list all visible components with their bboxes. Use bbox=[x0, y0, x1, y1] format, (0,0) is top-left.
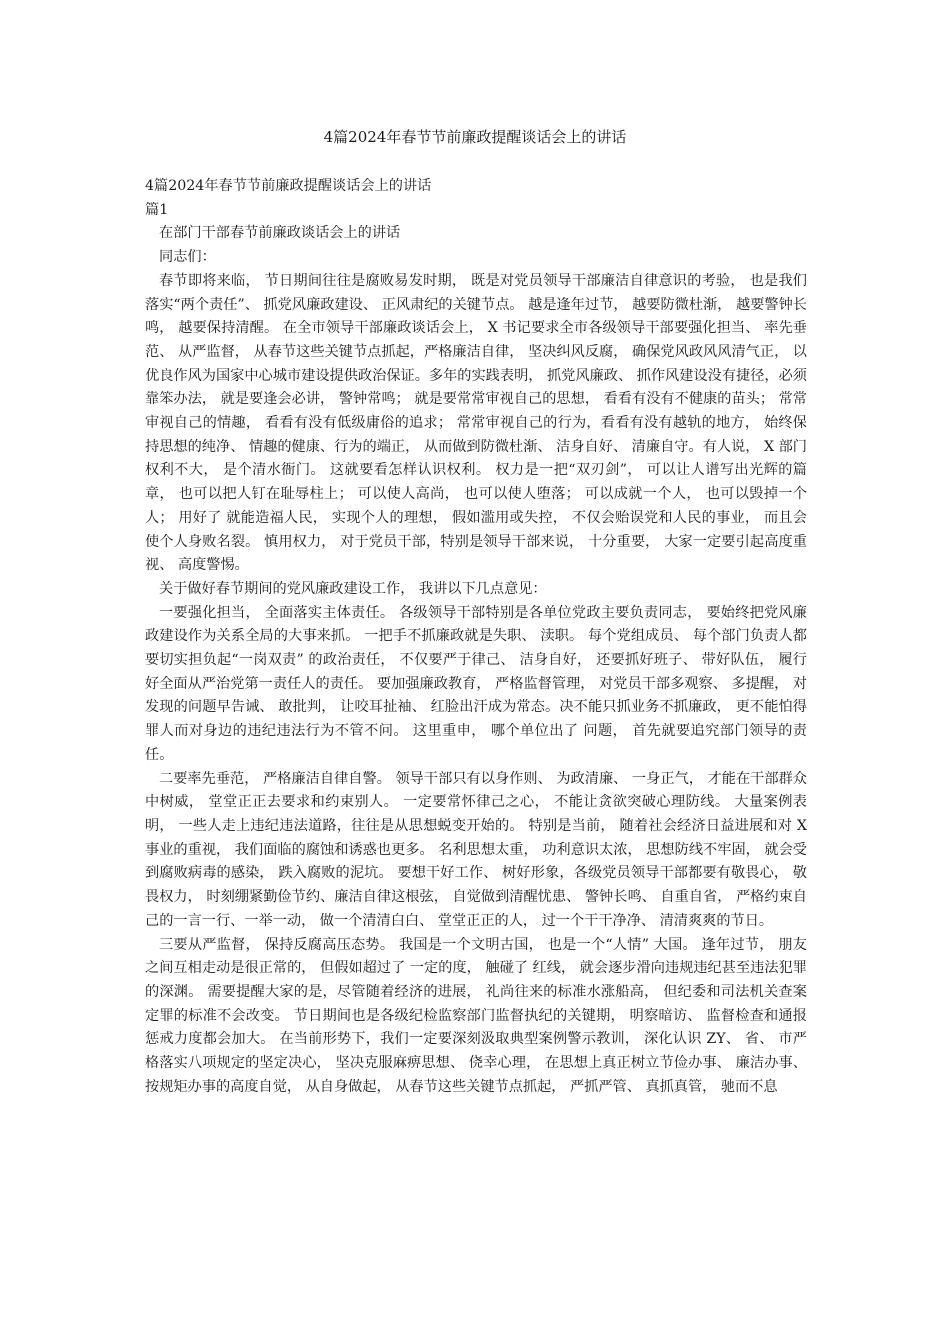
document-body bbox=[145, 175, 807, 1099]
paragraph-point-three: 三要从严监督， 保持反腐高压态势。 我国是一个文明古国， 也是一个“人情” 大国。 逢年过节， 朋友之间互相走动是很正常的， 但假如超过了 一定的度， 触碰了 红线， 就会逐步滑向违规违纪甚至违法犯罪的深渊。 需要提醒大家的是，尽管随着经济的进展， 礼尚往来的标准水涨船高， 但纪委和司法机关查案定罪的标准不会改变。 节日期间也是各级纪检监察部门监督执纪的关键期， 明察暗访、 监督检查和通报惩戒力度都会加大。 在当前形势下，我们一定要深刻汲取典型案例警示教训， 深化认识 ZY、 省、 市严格落实八项规定的坚定决心， 坚决克服麻痹思想、 侥幸心理， 在思想上真正树立节俭办事、 廉洁办事、 按规矩办事的高度自觉， 从自身做起， 从春节这些关键节点抓起， 严抓严管、 真抓真管， 驰而不息 bbox=[145, 936, 807, 1095]
paragraph-points-lead: 关于做好春节期间的党风廉政建设工作， 我讲以下几点意见： bbox=[159, 580, 547, 597]
paragraph-intro: 春节即将来临， 节日期间往往是腐败易发时期， 既是对党员领导干部廉洁自律意识的考验， 也是我们落实“两个责任”、 抓党风廉政建设、 正风肃纪的关键节点。 越是逢年过节， 越要防微杜渐， 越要警钟长鸣， 越要保持清醒。 在全市领导干部廉政谈话会上， X 书记要求全市各级领导干部要强化担当、 率先垂范、 从严监督， 从春节这些关键节点抓起，严格廉洁自律， 坚决纠风反腐， 确保党风政风风清气正， 以优良作风为国家中心城市建设提供政治保证。多年的实践表明， 抓党风廉政、 抓作风建设没有捷径，必须靠笨办法， 就是要逢会必讲， 警钟常鸣； 就是要常常审视自己的思想， 看看有没有不健康的苗头； 常常审视自己的情趣， 看看有没有低级庸俗的追求； 常常审视自己的行为，看看有没有越轨的地方， 始终保持思想的纯净、 情趣的健康、行为的端正， 从而做到防微杜渐、 洁身自好、 清廉自守。有人说， X 部门权利不大， 是个清水衙门。 这就要看怎样认识权利。 权力是一把“双刃剑”， 可以让人谱写出光辉的篇章， 也可以把人钉在耻辱柱上； 可以使人高尚， 也可以使人堕落； 可以成就一个人， 也可以毁掉一个人； 用好了 就能造福人民， 实现个人的理想， 假如滥用或失控， 不仅会贻误党和人民的事业， 而且会使个人身败名裂。 慎用权力， 对于党员干部，特别是领导干部来说， 十分重要， 大家一定要引起高度重视、 高度警惕。 bbox=[145, 272, 807, 574]
speech-heading: 在部门干部春节前廉政谈话会上的讲话 bbox=[159, 225, 401, 242]
paragraph-point-one: 一要强化担当， 全面落实主体责任。 各级领导干部特别是各单位党政主要负责同志， 要始终把党风廉政建设作为关系全局的大事来抓。 一把手不抓廉政就是失职、 渎职。 每个党组成员、 每个部门负责人都要切实担负起“一岗双责” 的政治责任， 不仅要严于律己、 洁身自好， 还要抓好班子、 带好队伍， 履行好全面从严治党第一责任人的责任。 要加强廉政教育， 严格监督管理， 对党员干部多观察、 多提醒， 对发现的问题早告诫、 敢批判， 让咬耳扯袖、 红脸出汗成为常态。决不能只抓业务不抓廉政， 更不能怕得罪人而对身边的违纪违法行为不管不问。 这里重申， 哪个单位出了 问题， 首先就要追究部门领导的责任。 bbox=[145, 604, 807, 763]
section-label: 篇1 bbox=[145, 201, 169, 218]
document-title: 4篇2024年春节节前廉政提醒谈话会上的讲话 bbox=[323, 128, 627, 146]
salutation: 同志们： bbox=[159, 249, 216, 266]
document-subtitle: 4篇2024年春节节前廉政提醒谈话会上的讲话 bbox=[145, 178, 432, 194]
paragraph-point-two: 二要率先垂范， 严格廉洁自律自警。 领导干部只有以身作则、 为政清廉、 一身正气， 才能在干部群众中树威， 堂堂正正去要求和约束别人。 一定要常怀律己之心， 不能让贪欲突破心理防线。 大量案例表明， 一些人走上违纪违法道路，往往是从思想蜕变开始的。 特别是当前， 随着社会经济日益进展和对 X 事业的重视， 我们面临的腐蚀和诱惑也更多。 名利思想太重， 功利意识太浓， 思想防线不牢固， 就会受到腐败病毒的感染， 跌入腐败的泥坑。 要想干好工作、 树好形象，各级党员领导干部都要有敬畏心， 敬畏权力， 时刻绷紧勤俭节约、廉洁自律这根弦， 自觉做到清醒忧患、 警钟长鸣、 自重自省， 严格约束自己的一言一行、一举一动， 做一个清清白白、 堂堂正正的人， 过一个干干净净、 清清爽爽的节日。 bbox=[145, 770, 807, 929]
